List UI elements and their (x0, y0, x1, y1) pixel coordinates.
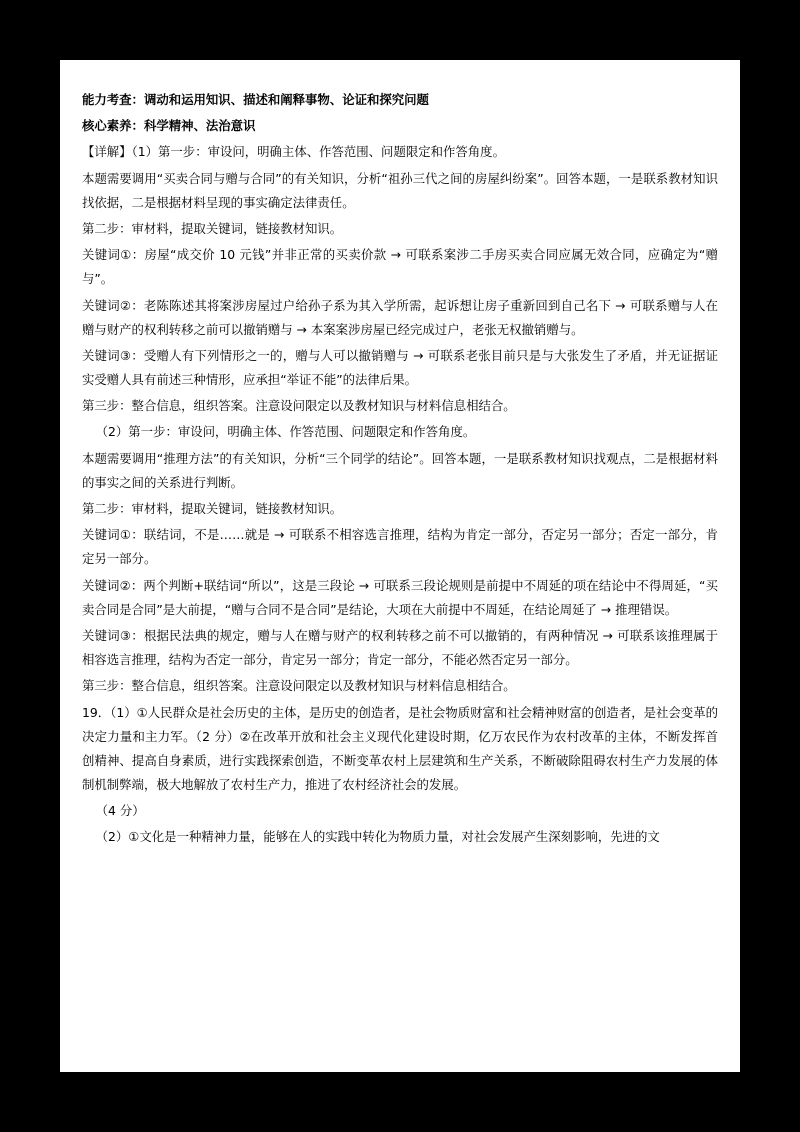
paragraph-step-three: 第三步：整合信息，组织答案。注意设问限定以及教材知识与材料信息相结合。 (82, 398, 516, 414)
paragraph-q2-body: 本题需要调用“推理方法”的有关知识，分析“三个同学的结论”。回答本题，一是联系教材知识找观点，二是根据材料的事实之间的关系进行判断。 (82, 450, 718, 490)
paragraph-q2-keyword-3: 关键词③：根据民法典的规定，赠与人在赠与财产的权利转移之前不可以撤销的，有两种情况 → 可联系该推理属于相容选言推理，结构为否定一部分，肯定另一部分；肯定一部分，不能必然否定另一部分。 (82, 627, 718, 668)
document-page (60, 60, 740, 1072)
document-body (82, 88, 718, 850)
paragraph-ability: 能力考查：调动和运用知识、描述和阐释事物、论证和探究问题 (82, 92, 429, 107)
paragraph-q2-step-three: 第三步：整合信息，组织答案。注意设问限定以及教材知识与材料信息相结合。 (82, 678, 516, 694)
paragraph-q2-intro: （2）第一步：审设问，明确主体、作答范围、问题限定和作答角度。 (95, 424, 476, 440)
paragraph-keyword-3: 关键词③：受赠人有下列情形之一的，赠与人可以撤销赠与 → 可联系老张目前只是与大张发生了矛盾，并无证据证实受赠人具有前述三种情形，应承担“举证不能”的法律后果。 (82, 347, 718, 388)
paragraph-detail-intro: 【详解】（1）第一步：审设问，明确主体、作答范围、问题限定和作答角度。 (82, 144, 505, 160)
paragraph-q2-keyword-2: 关键词②：两个判断+联结词“所以”，这是三段论 → 可联系三段论规则是前提中不周延的项在结论中不得周延，“买卖合同是合同”是大前提，“赠与合同不是合同”是结论，大项在大前提中不周延，在结论周延了 → 推理错误。 (82, 577, 718, 617)
paragraph-item-19-part-1: 19．（1）①人民群众是社会历史的主体，是历史的创造者，是社会物质财富和社会精神财富的创造者，是社会变革的决定力量和主力军。（2 分）②在改革开放和社会主义现代化建设时期，亿万农民作为农村改革的主体，不断发挥首创精神、提高自身素质，进行实践探索创造，不断变革农村上层建筑和生产关系，不断破除阻碍农村生产力发展的体制机制弊端，极大地解放了农村生产力，推进了农村经济社会的发展。 (82, 704, 718, 793)
paragraph-step-two: 第二步：审材料，提取关键词，链接教材知识。 (82, 220, 343, 236)
paragraph-core-literacy: 核心素养：科学精神、法治意识 (82, 118, 256, 134)
paragraph-detail-body: 本题需要调用“买卖合同与赠与合同”的有关知识，分析“祖孙三代之间的房屋纠纷案”。回答本题，一是联系教材知识找依据，二是根据材料呈现的事实确定法律责任。 (82, 170, 718, 210)
paragraph-q2-keyword-1: 关键词①：联结词，不是……就是 → 可联系不相容选言推理，结构为肯定一部分，否定另一部分；否定一部分，肯定另一部分。 (82, 527, 718, 567)
paragraph-item-19-score: （4 分） (95, 803, 145, 819)
paragraph-item-19-part-2: （2）①文化是一种精神力量，能够在人的实践中转化为物质力量，对社会发展产生深刻影响，先进的文 (95, 829, 660, 845)
paragraph-q2-step-two: 第二步：审材料，提取关键词，链接教材知识。 (82, 501, 343, 516)
paragraph-keyword-1: 关键词①：房屋“成交价 10 元钱”并非正常的买卖价款 → 可联系案涉二手房买卖合同应属无效合同，应确定为“赠与”。 (82, 247, 718, 287)
paragraph-keyword-2: 关键词②：老陈陈述其将案涉房屋过户给孙子系为其入学所需，起诉想让房子重新回到自己名下 → 可联系赠与人在赠与财产的权利转移之前可以撤销赠与 → 本案案涉房屋已经完成过户，老张无权撤销赠与。 (82, 297, 718, 337)
